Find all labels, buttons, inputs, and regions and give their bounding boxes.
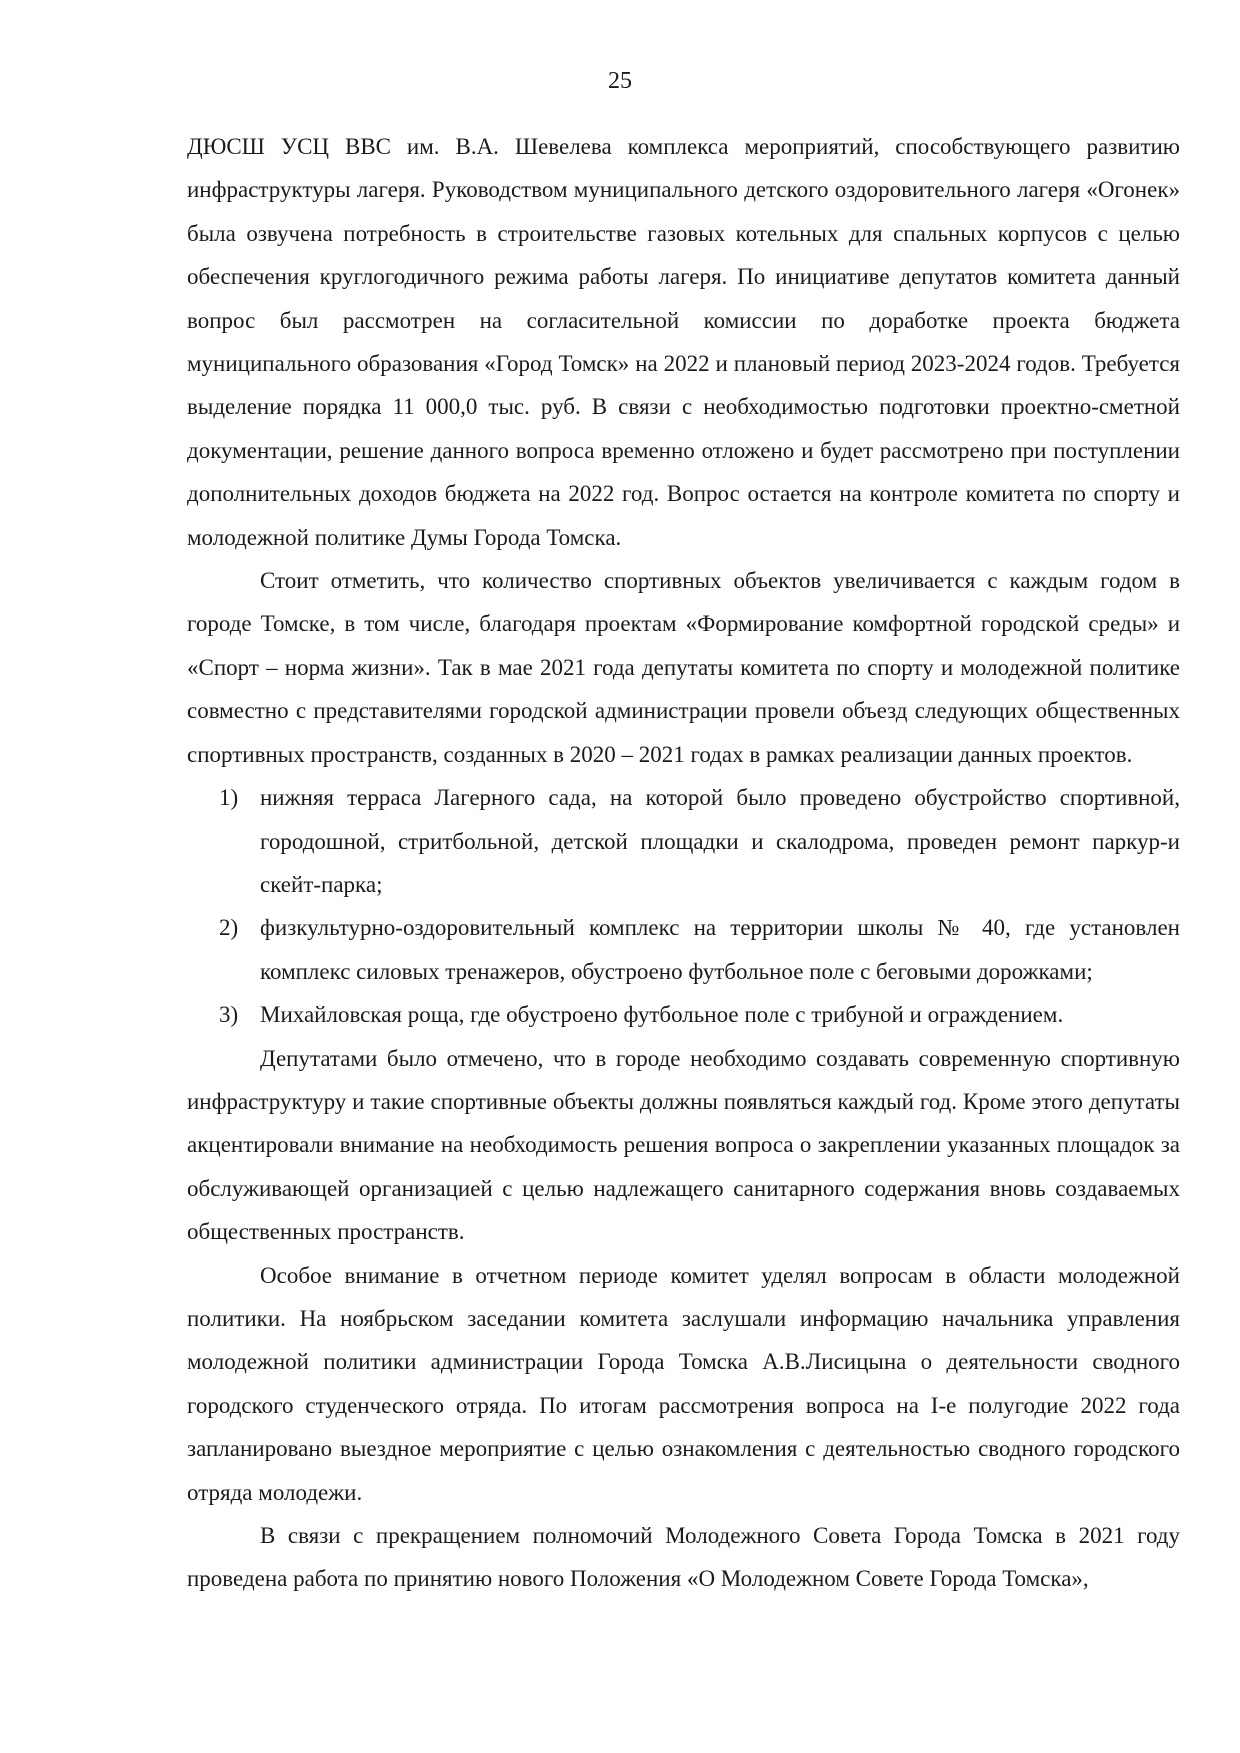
paragraph-youth-council: В связи с прекращением полномочий Молодежного Совета Города Томска в 2021 году проведена работа по принятию нового Положения «О Молодежном Совете Города Томска», (187, 1523, 1180, 1592)
page-number: 25 (608, 68, 632, 94)
paragraph-continuation: ДЮСШ УСЦ ВВС им. В.А. Шевелева комплекса мероприятий, способствующего развитию инфраструктуры лагеря. Руководством муниципального детского оздоровительного лагеря «Огонек» была озвучена потребность в строительстве газовых котельных для спальных корпусов с целью обеспечения круглогодичного режима работы лагеря. По инициативе депутатов комитета данный вопрос был рассмотрен на согласительной комиссии по доработке проекта бюджета муниципального образования «Город Томск» на 2022 и плановый период 2023-2024 годов. Требуется выделение порядка 11 000,0 тыс. руб. В связи с необходимостью подготовки проектно-сметной документации, решение данного вопроса временно отложено и будет рассмотрено при поступлении дополнительных доходов бюджета на 2022 год. Вопрос остается на контроле комитета по спорту и молодежной политике Думы Города Томска. (187, 134, 1180, 550)
list-item (187, 993, 1180, 1036)
list-item-text: нижняя терраса Лагерного сада, на которой было проведено обустройство спортивной, городошной, стритбольной, детской площадки и скалодрома, проведен ремонт паркур-и скейт-парка; (260, 785, 1180, 897)
paragraph-youth-policy: Особое внимание в отчетном периоде комитет уделял вопросам в области молодежной политики. На ноябрьском заседании комитета заслушали информацию начальника управления молодежной политики администрации Города Томска А.В.Лисицына о деятельности сводного городского студенческого отряда. По итогам рассмотрения вопроса на I-е полугодие 2022 года запланировано выездное мероприятие с целью ознакомления с деятельностью сводного городского отряда молодежи. (187, 1262, 1180, 1505)
paragraph-deputies-noted: Депутатами было отмечено, что в городе необходимо создавать современную спортивную инфраструктуру и такие спортивные объекты должны появляться каждый год. Кроме этого депутаты акцентировали внимание на необходимость решения вопроса о закреплении указанных площадок за обслуживающей организацией с целью надлежащего санитарного содержания вновь создаваемых общественных пространств. (187, 1045, 1180, 1245)
list-item-text: физкультурно-оздоровительный комплекс на территории школы № 40, где установлен комплекс силовых тренажеров, обустроено футбольное поле с беговыми дорожками; (260, 915, 1180, 984)
sports-spaces-list (187, 776, 1180, 1036)
list-marker: 2) (219, 915, 239, 941)
document-body (187, 125, 1180, 1601)
list-item-text: Михайловская роща, где обустроено футбольное поле с трибуной и ограждением. (260, 1002, 1064, 1028)
list-item (187, 776, 1180, 906)
list-item (187, 906, 1180, 993)
paragraph-sports-objects: Стоит отметить, что количество спортивных объектов увеличивается с каждым годом в городе Томске, в том числе, благодаря проектам «Формирование комфортной городской среды» и «Спорт – норма жизни». Так в мае 2021 года депутаты комитета по спорту и молодежной политике совместно с представителями городской администрации провели объезд следующих общественных спортивных пространств, созданных в 2020 – 2021 годах в рамках реализации данных проектов. (187, 568, 1180, 767)
list-marker: 1) (219, 785, 239, 811)
list-marker: 3) (219, 1002, 239, 1028)
